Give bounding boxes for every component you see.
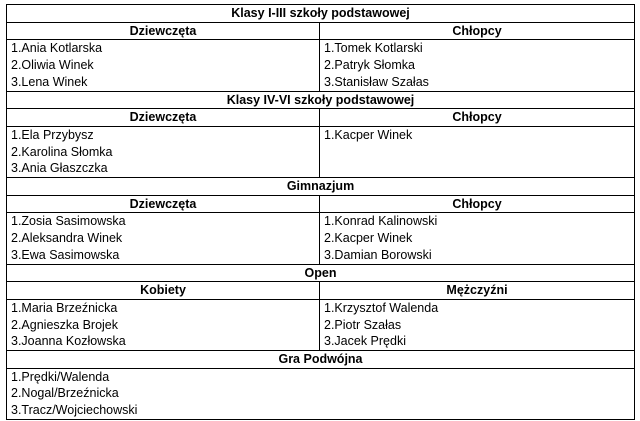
girls-column-header: Dziewczęta — [7, 195, 320, 213]
result-entry: 2.Patryk Słomka — [324, 58, 416, 73]
boys-results — [320, 40, 635, 91]
result-entry: 1.Konrad Kalinowski — [324, 214, 438, 229]
doubles-title: Gra Podwójna — [7, 351, 635, 369]
result-entry: 1.Ania Kotlarska — [11, 41, 103, 56]
section-title-row — [7, 178, 635, 196]
boys-column-header: Chłopcy — [320, 109, 635, 127]
result-entry: 3.Jacek Prędki — [324, 334, 406, 349]
result-entry: 1.Zosia Sasimowska — [11, 214, 126, 229]
section-title-row — [7, 264, 635, 282]
result-entry: 3.Joanna Kozłowska — [11, 334, 126, 349]
section-title: Gimnazjum — [7, 178, 635, 196]
results-row — [7, 368, 635, 419]
result-entry: 1.Krzysztof Walenda — [324, 300, 439, 315]
girls-results — [7, 213, 320, 264]
column-header-row — [7, 22, 635, 40]
result-entry: 3.Ania Głaszczka — [11, 161, 108, 176]
men-results — [320, 299, 635, 350]
women-results — [7, 299, 320, 350]
section-title: Klasy IV-VI szkoły podstawowej — [7, 91, 635, 109]
column-header-row — [7, 195, 635, 213]
result-entry: 1.Kacper Winek — [324, 127, 413, 142]
section-title-row — [7, 351, 635, 369]
girls-column-header: Dziewczęta — [7, 109, 320, 127]
result-entry: 1.Tomek Kotlarski — [324, 41, 423, 56]
result-entry: 2.Piotr Szałas — [324, 317, 402, 332]
girls-results — [7, 40, 320, 91]
result-entry: 3.Stanisław Szałas — [324, 74, 429, 89]
result-entry: 2.Oliwia Winek — [11, 58, 94, 73]
section-title: Open — [7, 264, 635, 282]
girls-column-header: Dziewczęta — [7, 22, 320, 40]
result-entry: 3.Damian Borowski — [324, 247, 432, 262]
results-row — [7, 299, 635, 350]
boys-column-header: Chłopcy — [320, 22, 635, 40]
doubles-results — [7, 368, 635, 419]
result-entry: 3.Tracz/Wojciechowski — [11, 403, 138, 418]
results-row — [7, 213, 635, 264]
boys-results — [320, 126, 635, 177]
girls-results — [7, 126, 320, 177]
boys-column-header: Chłopcy — [320, 195, 635, 213]
result-entry: 1.Ela Przybysz — [11, 127, 94, 142]
results-table — [6, 4, 635, 420]
result-entry: 3.Ewa Sasimowska — [11, 247, 120, 262]
result-entry: 1.Maria Brzeźnicka — [11, 300, 118, 315]
result-entry: 3.Lena Winek — [11, 74, 88, 89]
men-column-header: Mężczyźni — [320, 282, 635, 300]
section-title: Klasy I-III szkoły podstawowej — [7, 5, 635, 23]
results-row — [7, 126, 635, 177]
result-entry: 2.Aleksandra Winek — [11, 231, 123, 246]
result-entry: 2.Karolina Słomka — [11, 144, 113, 159]
column-header-row — [7, 282, 635, 300]
result-entry: 2.Nogal/Brzeźnicka — [11, 386, 119, 401]
boys-results — [320, 213, 635, 264]
result-entry: 2.Agnieszka Brojek — [11, 317, 119, 332]
results-row — [7, 40, 635, 91]
result-entry: 1.Prędki/Walenda — [11, 369, 110, 384]
women-column-header: Kobiety — [7, 282, 320, 300]
column-header-row — [7, 109, 635, 127]
result-entry: 2.Kacper Winek — [324, 231, 413, 246]
section-title-row — [7, 91, 635, 109]
section-title-row — [7, 5, 635, 23]
